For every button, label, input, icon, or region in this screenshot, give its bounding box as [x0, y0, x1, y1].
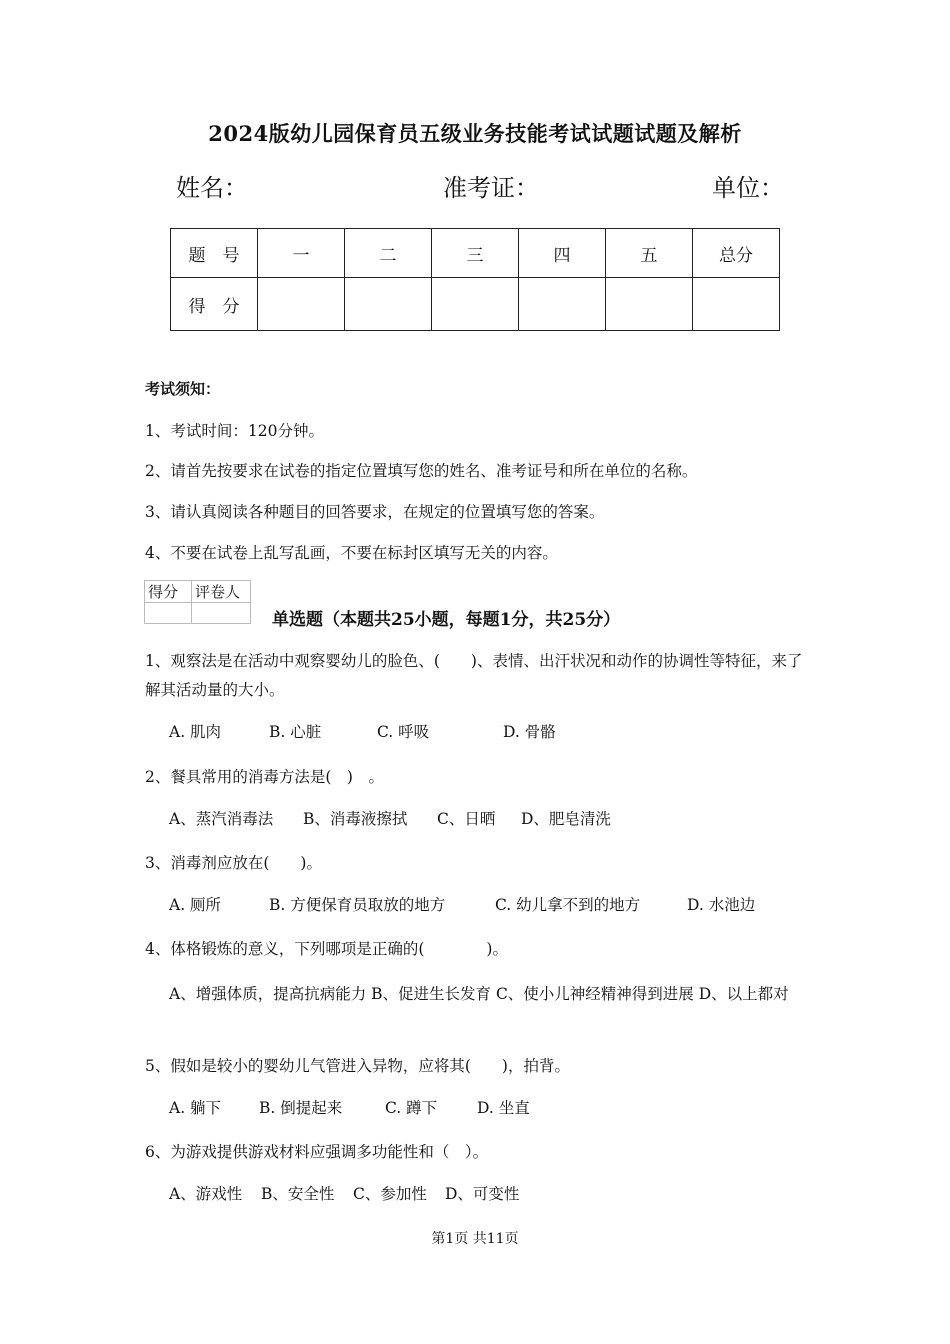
score-row-label: 得 分: [171, 278, 258, 331]
option[interactable]: A. 厕所: [169, 896, 222, 914]
question-options: [169, 1096, 530, 1118]
option[interactable]: C. 幼儿拿不到的地方: [495, 896, 641, 914]
option[interactable]: B. 心脏: [269, 723, 322, 741]
score-table-header-cell: 四: [519, 229, 606, 278]
option[interactable]: A. 肌肉: [169, 723, 222, 741]
question-text: 2、餐具常用的消毒方法是( ) 。: [145, 768, 384, 786]
question-text: 3、消毒剂应放在( )。: [145, 854, 322, 872]
option[interactable]: B. 方便保育员取放的地方: [269, 896, 446, 914]
option[interactable]: C、日晒: [437, 810, 496, 828]
option[interactable]: D、肥皂清洗: [521, 810, 611, 828]
score-table-header-cell: 二: [345, 229, 432, 278]
question-text: 6、为游戏提供游戏材料应强调多功能性和（ ）。: [145, 1143, 489, 1161]
option[interactable]: D. 坐直: [477, 1099, 530, 1117]
grader-box-score-cell[interactable]: [145, 603, 192, 624]
option[interactable]: A. 躺下: [169, 1099, 222, 1117]
question-options-line: A、增强体质，提高抗病能力 B、促进生长发育 C、使小儿神经精神得到进展 D、以上都对: [169, 985, 789, 1003]
page-title: 2024版幼儿园保育员五级业务技能考试试题试题及解析: [208, 121, 742, 146]
exam-id-label: 准考证：: [443, 174, 539, 202]
option[interactable]: B、消毒液擦拭: [303, 810, 408, 828]
option[interactable]: C. 蹲下: [385, 1099, 438, 1117]
grader-box-grader-label: 评卷人: [192, 581, 251, 603]
unit-label: 单位：: [712, 174, 784, 202]
score-table-header-cell: 一: [258, 229, 345, 278]
option[interactable]: A、游戏性: [169, 1185, 243, 1203]
option[interactable]: D、可变性: [445, 1185, 520, 1203]
score-table-header-cell: 三: [432, 229, 519, 278]
option[interactable]: D. 骨骼: [503, 723, 556, 741]
score-cell[interactable]: [606, 278, 693, 331]
question-options: [169, 720, 556, 742]
question-options: [169, 893, 755, 915]
question-options: [169, 807, 611, 829]
grader-box: [144, 580, 251, 624]
score-table-header-cell: 五: [606, 229, 693, 278]
score-cell[interactable]: [432, 278, 519, 331]
notice-item: 2、请首先按要求在试卷的指定位置填写您的姓名、准考证号和所在单位的名称。: [145, 462, 698, 480]
score-table-header-cell: 总分: [693, 229, 780, 278]
score-table-score-row: [171, 278, 780, 331]
name-label: 姓名：: [176, 174, 248, 202]
option[interactable]: B、安全性: [261, 1185, 335, 1203]
score-cell[interactable]: [345, 278, 432, 331]
grader-box-grader-cell[interactable]: [192, 603, 251, 624]
question-text: 5、假如是较小的婴幼儿气管进入异物，应将其( )，拍背。: [145, 1057, 570, 1075]
notice-item: 4、不要在试卷上乱写乱画，不要在标封区填写无关的内容。: [145, 544, 558, 562]
page-footer: 第1页 共11页: [431, 1231, 519, 1247]
question-text: 1、观察法是在活动中观察婴幼儿的脸色、( )、表情、出汗状况和动作的协调性等特征，来了解其活动量的大小。: [145, 652, 803, 699]
score-cell[interactable]: [258, 278, 345, 331]
score-table: [170, 228, 780, 331]
grader-box-score-label: 得分: [145, 581, 192, 603]
notice-heading: 考试须知：: [145, 380, 221, 398]
option[interactable]: C、参加性: [353, 1185, 427, 1203]
score-cell[interactable]: [693, 278, 780, 331]
option[interactable]: B. 倒提起来: [259, 1099, 343, 1117]
question-text: 4、体格锻炼的意义，下列哪项是正确的( )。: [145, 940, 508, 958]
section-heading: 单选题（本题共25小题，每题1分，共25分）: [272, 610, 621, 630]
question-options: [169, 1182, 519, 1204]
score-cell[interactable]: [519, 278, 606, 331]
notice-item: 3、请认真阅读各种题目的回答要求，在规定的位置填写您的答案。: [145, 503, 605, 521]
score-table-header-cell: 题 号: [171, 229, 258, 278]
option[interactable]: A、蒸汽消毒法: [169, 810, 274, 828]
notice-item: 1、考试时间：120分钟。: [145, 422, 324, 440]
option[interactable]: C. 呼吸: [377, 723, 430, 741]
score-table-header-row: [171, 229, 780, 278]
option[interactable]: D. 水池边: [687, 896, 756, 914]
